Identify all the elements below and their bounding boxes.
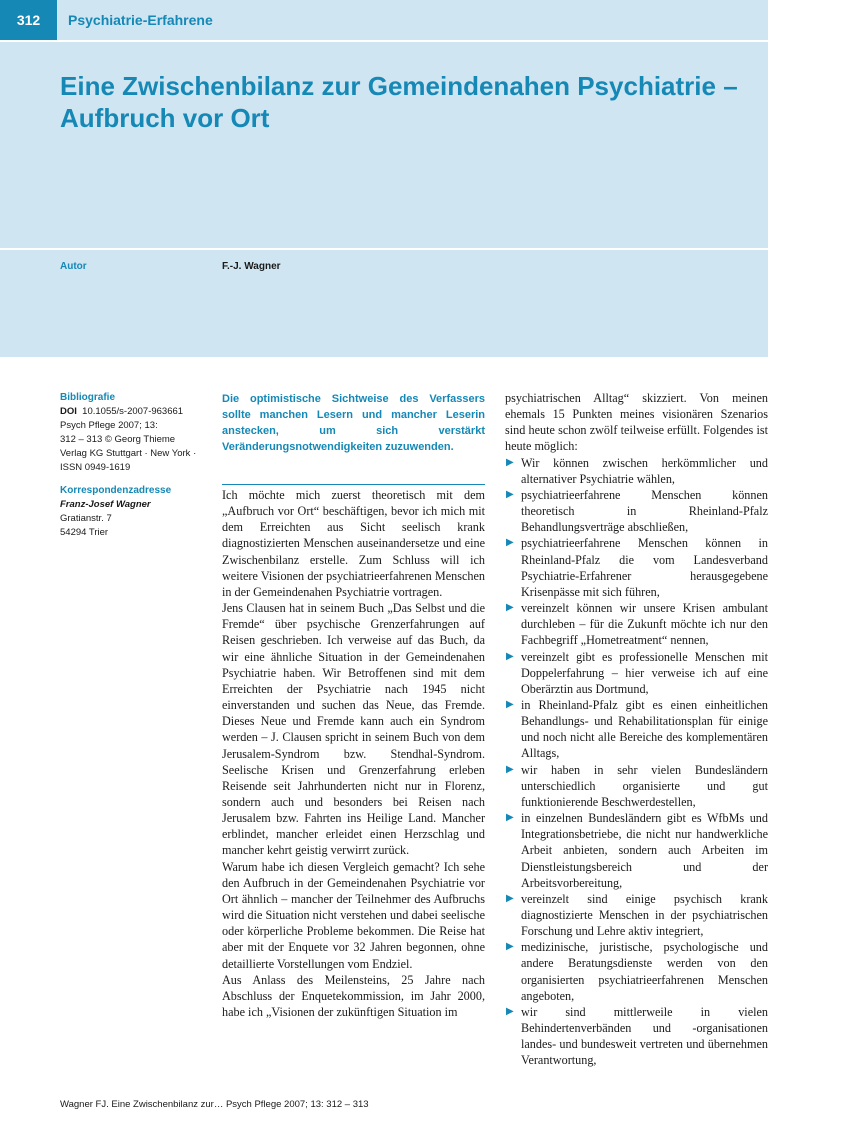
- bullet-list: [505, 455, 768, 1069]
- sidebar-info: [60, 391, 210, 540]
- bullet-arrow-icon: ▶: [506, 602, 514, 614]
- body-paragraph: Jens Clausen hat in seinem Buch „Das Selbst und die Fremde“ über psychische Grenzerfahrungen auf Reisen geschrieben. Ich verweise auf das Buch, da wir eine ähnliche Situation in der Gemeindenahen Psychiatrie haben. Wir Betroffenen sind mit dem Erreichten der Psychiatrie nach 1945 nicht einverstanden und suchen das Neue, das Fremde. Dieses Neue und Fremde kann auch ein Syndrom werden – J. Clausen spricht in seinem Buch von dem Jerusalem-Syndrom bzw. Stendhal-Syndrom. Seelische Krisen und Grenzerfahrung erleben Reisende seit Jahrhunderten nicht nur in Florenz, sondern auch und besonders bei Reisen nach Jerusalem bzw. Fahrten ins Heilige Land. Mancher erblindet, mancher erleidet einen Herzschlag und mancher kehrt geistig verwirrt zurück.: [222, 601, 485, 858]
- body-paragraph: Ich möchte mich zuerst theoretisch mit dem „Aufbruch vor Ort“ beschäftigen, bevor ich mich mit dem Erreichten aus Sicht seelisch krank diagnostizierten Menschen auseinandersetze und eine Zwischenbilanz erstelle. Zum Schluss will ich weitere Visionen der psychiatrieerfahrenen Menschen in der Gemeindenahen Psychiatrie vortragen.: [222, 488, 485, 599]
- list-item: [505, 1004, 768, 1069]
- list-item: [505, 810, 768, 891]
- list-item: [505, 939, 768, 1004]
- bibliografie-heading: Bibliografie: [60, 392, 116, 403]
- list-item-text: vereinzelt sind einige psychisch krank diagnostizierte Menschen in der psychiatrischen Forschung und Lehre aktiv integriert,: [521, 891, 768, 939]
- body-paragraph: Warum habe ich diesen Vergleich gemacht? Ich sehe den Aufbruch in der Gemeindenahen Psychiatrie vor Ort ähnlich – mancher der Teilnehmer des Aufbruchs wird die Situation nicht verstehen und dabei seelische oder körperliche Probleme bekommen. Die Reise hat aber mit der Enquete vor 32 Jahren begonnen, ohne detaillierte Vorstellungen vom Endziel.: [222, 859, 485, 971]
- list-item: [505, 535, 768, 600]
- correspondence-name: Franz-Josef Wagner: [60, 499, 151, 510]
- body-paragraph: psychiatrischen Alltag“ skizziert. Von meinen ehemals 15 Punkten meines visionären Szenarios sind heute schon zwölf teilweise erfüllt. Folgendes ist heute möglich:: [505, 391, 768, 454]
- list-item: [505, 487, 768, 535]
- list-item-text: vereinzelt können wir unsere Krisen ambulant durchleben – für die Zukunft möchte ich nur den Fachbegriff „Hometreatment“ nennen,: [521, 601, 768, 648]
- doi-line: [60, 405, 210, 419]
- list-item-text: wir sind mittlerweile in vielen Behindertenverbänden und -organisationen landes- und bundesweit vertreten und übernehmen Verantwortung,: [521, 1004, 768, 1068]
- list-item: [505, 762, 768, 810]
- lead-rule: [222, 484, 485, 485]
- doi-label: DOI: [60, 406, 77, 417]
- list-item: [505, 455, 768, 487]
- author-name: F.-J. Wagner: [222, 261, 281, 272]
- list-item-text: wir haben in sehr vielen Bundesländern unterschiedlich organisierte und gut funktionierende Beschwerdestellen,: [521, 762, 768, 809]
- list-item: [505, 600, 768, 648]
- issn-line: ISSN 0949-1619: [60, 462, 131, 473]
- list-item-text: in Rheinland-Pfalz gibt es einen einheitlichen Behandlungs- und Rehabilitationsplan für einige und noch nicht alle Bereiche des komplementären Alltags,: [521, 697, 768, 761]
- bullet-arrow-icon: ▶: [506, 456, 514, 468]
- bullet-arrow-icon: ▶: [506, 763, 514, 775]
- address-line: 54294 Trier: [60, 527, 109, 538]
- bullet-arrow-icon: ▶: [506, 698, 514, 710]
- section-label: Psychiatrie-Erfahrene: [68, 12, 213, 28]
- citation-line: Psych Pflege 2007; 13:: [60, 420, 158, 431]
- list-item-text: medizinische, juristische, psychologische und andere Beratungsdienste werden von den organisierten psychiatrieerfahrenen Menschen angeboten,: [521, 940, 768, 1003]
- bullet-arrow-icon: ▶: [506, 537, 514, 549]
- list-item: [505, 649, 768, 697]
- title-divider: [0, 248, 768, 250]
- list-item: [505, 891, 768, 939]
- list-item-text: psychiatrieerfahrene Menschen können theoretisch in Rheinland-Pfalz Behandlungsverträge abschließen,: [521, 487, 768, 535]
- citation-line: Verlag KG Stuttgart · New York ·: [60, 448, 197, 459]
- body-column-2: [505, 390, 768, 1069]
- list-item-text: vereinzelt gibt es professionelle Menschen mit Doppelerfahrung – hier verweise ich auf eine Oberärztin aus Dortmund,: [521, 649, 768, 696]
- address-line: Gratianstr. 7: [60, 513, 112, 524]
- list-item-text: in einzelnen Bundesländern gibt es WfbMs und Integrationsbetriebe, die nicht nur handwerkliche Arbeit anbieten, sondern auch Arbeiten im Dienstleistungsbereich und der Arbeitsvorbereitung,: [521, 811, 768, 890]
- author-label: Autor: [60, 261, 87, 272]
- body-column-1: [222, 487, 485, 1020]
- header-divider: [0, 40, 768, 42]
- article-title: Eine Zwischenbilanz zur Gemeindenahen Psychiatrie – Aufbruch vor Ort: [60, 71, 738, 133]
- correspondence-heading: Korrespondenzadresse: [60, 485, 172, 496]
- bullet-arrow-icon: ▶: [506, 812, 514, 824]
- list-item: [505, 697, 768, 762]
- header-band: [0, 0, 768, 357]
- body-paragraph: Aus Anlass des Meilensteins, 25 Jahre nach Abschluss der Enquetekommission, im Jahr 2000, habe ich „Visionen der zukünftigen Situation im: [222, 972, 485, 1019]
- doi-value[interactable]: 10.1055/s-2007-963661: [82, 406, 184, 417]
- list-item-text: psychiatrieerfahrene Menschen können in Rheinland-Pfalz die vom Landesverband Psychiatrie-Erfahrener herausgegebene Krisenpässe mit sich führen,: [521, 536, 768, 599]
- citation-line: 312 – 313 © Georg Thieme: [60, 434, 176, 445]
- lead-block: [222, 391, 485, 455]
- lead-text: Die optimistische Sichtweise des Verfassers sollte manchen Lesern und mancher Leserin anstecken, um sich verstärkt Veränderungsnotwendigkeiten zuzuwenden.: [222, 393, 485, 453]
- bullet-arrow-icon: ▶: [506, 650, 514, 662]
- bullet-arrow-icon: ▶: [506, 941, 514, 953]
- bullet-arrow-icon: ▶: [506, 892, 514, 904]
- bullet-arrow-icon: ▶: [506, 488, 514, 500]
- bullet-arrow-icon: ▶: [506, 1005, 514, 1017]
- page-number: 312: [0, 0, 57, 40]
- list-item-text: Wir können zwischen herkömmlicher und alternativer Psychiatrie wählen,: [521, 455, 768, 486]
- page-footer: Wagner FJ. Eine Zwischenbilanz zur… Psych Pflege 2007; 13: 312 – 313: [60, 1099, 369, 1110]
